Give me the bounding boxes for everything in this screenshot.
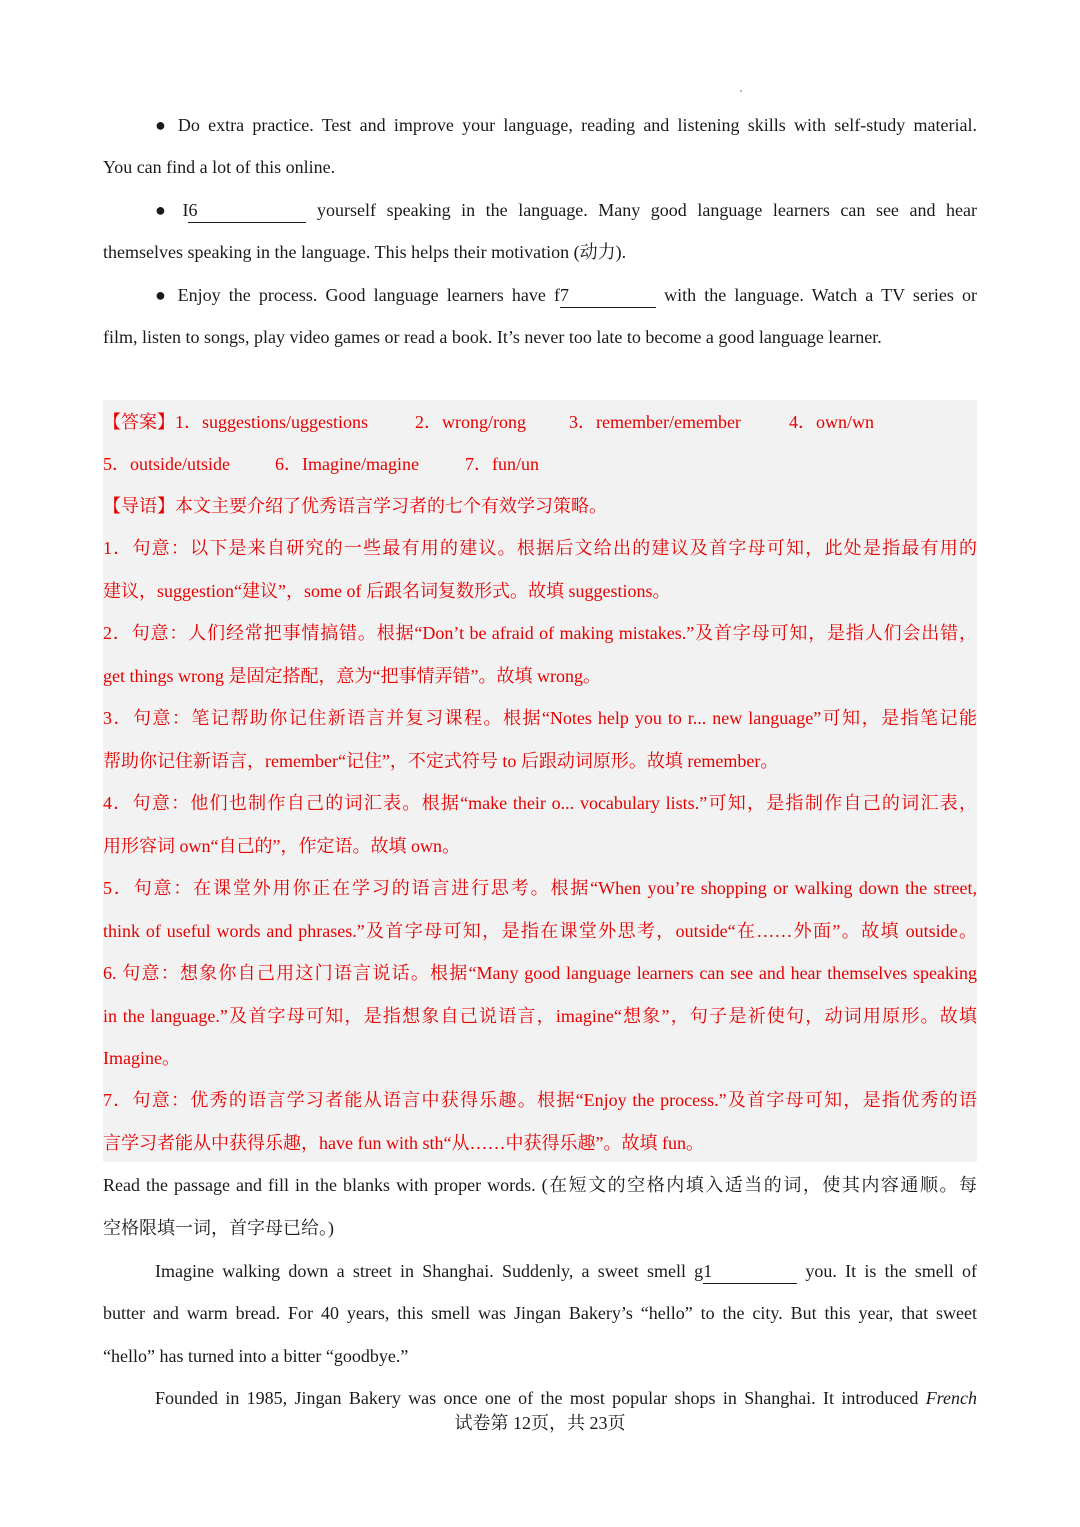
line-text: ● Enjoy the process. Good language learners have f [155,285,560,305]
explanation-line: 1．句意：以下是来自研究的一些最有用的建议。根据后文给出的建议及首字母可知，此处是指最有用的 [103,538,977,558]
blank-7[interactable]: 7 [560,285,656,308]
scan-dot [740,90,742,92]
explanation-line: 4．句意：他们也制作自己的词汇表。根据“make their o... vocabulary lists.”可知，是指制作自己的词汇表， [103,793,977,813]
explanation-line: in the language.”及首字母可知，是指想象自己说语言，imagine“想象”，句子是祈使句，动词用原形。故填 [103,1006,977,1026]
answer-item: 5．outside/utside [103,454,230,474]
passage-line: butter and warm bread. For 40 years, this smell was Jingan Bakery’s “hello” to the city. But this year, that sweet [103,1303,977,1323]
explanation-line: get things wrong 是固定搭配，意为“把事情弄错”。故填 wrong。 [103,666,601,686]
explanation-line: 5．句意：在课堂外用你正在学习的语言进行思考。根据“When you’re shopping or walking down the street, [103,878,977,898]
answer-label: 【答案】 [103,412,175,432]
line-text: with the language. Watch a TV series or [664,285,977,305]
explanation-line: 言学习者能从中获得乐趣，have fun with sth“从……中获得乐趣”。故填 fun。 [103,1133,704,1153]
answer-item: 2．wrong/rong [415,412,526,432]
answer-item: 6．Imagine/magine [275,454,419,474]
passage-line: film, listen to songs, play video games or read a book. It’s never too late to become a good language learner. [103,327,882,347]
passage-line: ● Do extra practice. Test and improve your language, reading and listening skills with self-study material. [155,115,977,135]
page-footer: 试卷第 12页，共 23页 [454,1413,626,1433]
intro-line [103,485,977,527]
italic-word: French [925,1388,977,1408]
answer-item: 1．suggestions/uggestions [175,412,369,432]
instruction-line: Read the passage and fill in the blanks with proper words. (在短文的空格内填入适当的词，使其内容通顺。每 [103,1175,977,1195]
line-text: Founded in 1985, Jingan Bakery was once one of the most popular shops in Shanghai. It introduced [155,1388,919,1408]
explanation-line: 帮助你记住新语言，remember“记住”，不定式符号 to 后跟动词原形。故填 remember。 [103,751,779,771]
line-text: yourself speaking in the language. Many good language learners can see and hear [317,200,977,220]
passage-line-blank-6 [103,189,977,231]
blank-1[interactable]: 1 [703,1261,797,1284]
passage-line: You can find a lot of this online. [103,157,336,177]
passage-line-blank-1 [103,1250,977,1292]
explanation-line: 6. 句意：想象你自己用这门语言说话。根据“Many good language learners can see and hear themselves speaking [103,963,977,983]
intro-label: 【导语】 [103,496,175,516]
instruction-line: 空格限填一词，首字母已给。) [103,1218,334,1238]
line-text: you. It is the smell of [805,1261,978,1281]
passage-line: themselves speaking in the language. This helps their motivation (动力). [103,242,627,262]
passage-line-blank-7 [103,274,977,316]
explanation-line: Imagine。 [103,1048,180,1068]
explanation-line: 7．句意：优秀的语言学习者能从语言中获得乐趣。根据“Enjoy the process.”及首字母可知，是指优秀的语 [103,1090,977,1110]
explanation-line: think of useful words and phrases.”及首字母可知，是指在课堂外思考，outside“在……外面”。故填 outside。 [103,921,977,941]
answer-item: 7．fun/un [465,454,539,474]
line-text: ● I [155,200,189,220]
intro-text: 本文主要介绍了优秀语言学习者的七个有效学习策略。 [175,496,607,516]
blank-6[interactable]: 6 [188,200,306,223]
answer-row-1 [103,401,977,443]
answer-row-2 [103,443,977,485]
passage-line: “hello” has turned into a bitter “goodbye.” [103,1346,409,1366]
explanation-line: 2．句意：人们经常把事情搞错。根据“Don’t be afraid of making mistakes.”及首字母可知，是指人们会出错， [103,623,977,643]
line-text: Imagine walking down a street in Shanghai. Suddenly, a sweet smell g [155,1261,704,1281]
answer-item: 3．remember/emember [569,412,741,432]
answer-item: 4．own/wn [789,412,874,432]
explanation-line: 3．句意：笔记帮助你记住新语言并复习课程。根据“Notes help you to r... new language”可知，是指笔记能 [103,708,977,728]
explanation-line: 建议，suggestion“建议”，some of 后跟名词复数形式。故填 suggestions。 [103,581,671,601]
explanation-line: 用形容词 own“自己的”，作定语。故填 own。 [103,836,460,856]
